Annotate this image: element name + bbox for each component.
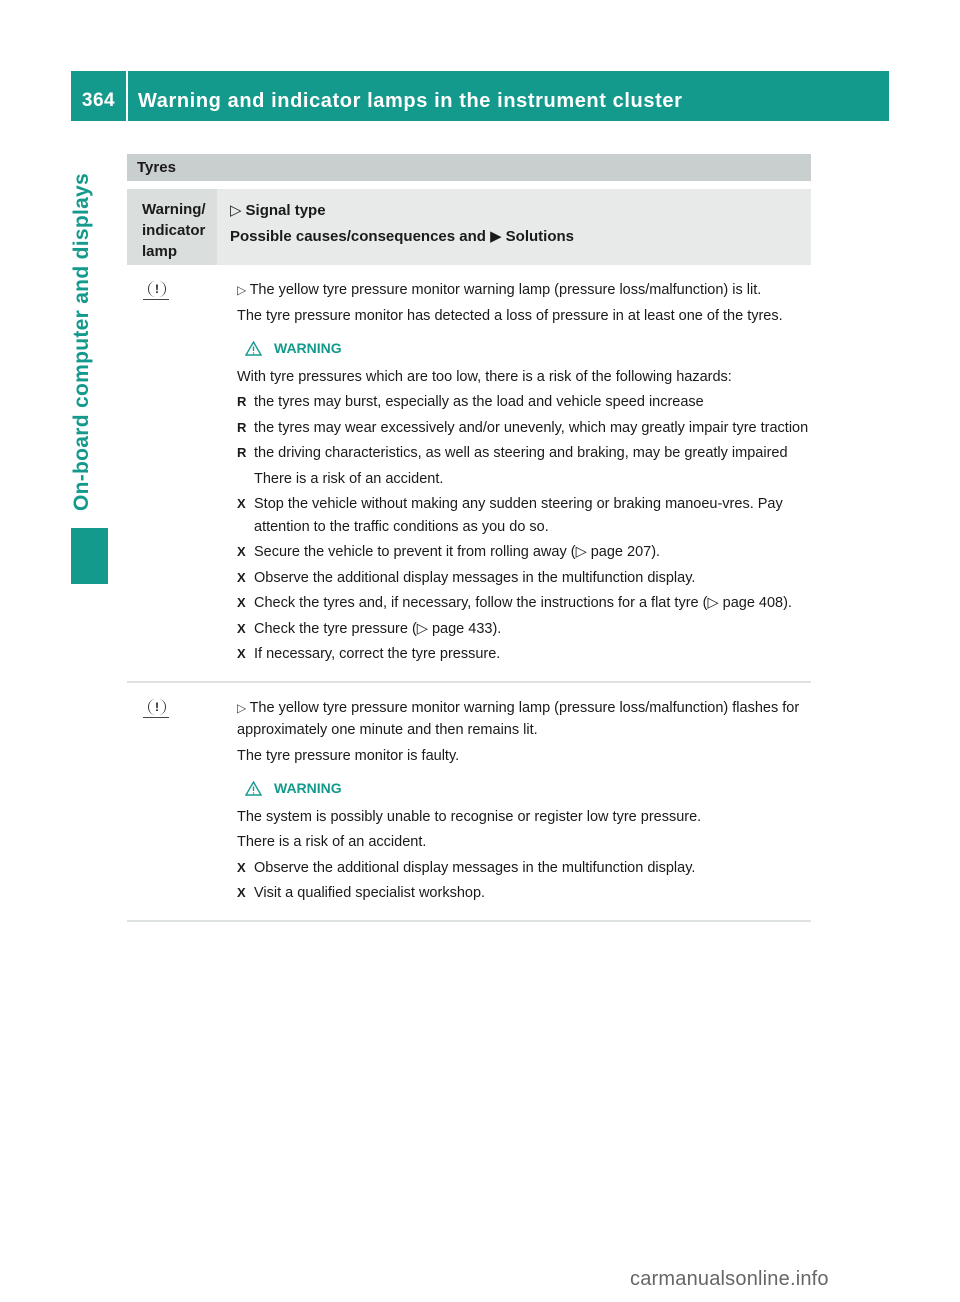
warning-heading: WARNING (237, 337, 811, 360)
bullet-icon: R (237, 419, 247, 435)
action-step: X Secure the vehicle to prevent it from rolling away (▷ page 207). (237, 541, 811, 564)
chapter-marker (71, 528, 108, 584)
page-title: Warning and indicator lamps in the instrument cluster (138, 90, 683, 112)
tyre-pressure-warning-icon: ! (143, 281, 169, 300)
cause-text: The tyre pressure monitor has detected a loss of pressure in at least one of the tyres. (237, 307, 783, 324)
warning-triangle-icon (245, 781, 262, 796)
risk-note: There is a risk of an accident. (254, 470, 444, 487)
warning-triangle-icon (245, 341, 262, 356)
action-arrow-icon: X (237, 646, 246, 661)
action-step: X Visit a qualified specialist workshop. (237, 882, 811, 905)
bullet-icon: R (237, 394, 247, 409)
action-arrow-icon: X (237, 885, 246, 900)
table-row (127, 683, 811, 922)
warning-text: With tyre pressures which are too low, there is a risk of the following hazards: (237, 368, 732, 385)
action-arrow-icon: X (237, 859, 246, 875)
signal-arrow-icon: ▷ (230, 202, 242, 219)
page-number: 364 (81, 90, 116, 111)
action-arrow-icon: ▶ (490, 228, 502, 245)
warning-heading: WARNING (237, 777, 811, 800)
action-arrow-icon: X (237, 544, 246, 559)
action-step: X Observe the additional display messages in the multifunction display. (237, 857, 811, 880)
risk-note: There is a risk of an accident. (237, 834, 427, 850)
cause-text: The tyre pressure monitor is faulty. (237, 747, 460, 764)
action-step: X Stop the vehicle without making any sudden steering or braking manoeu-vres. Pay attention to the traffic conditions as you do so. (237, 493, 811, 538)
list-item: R the tyres may burst, especially as the load and vehicle speed increase (237, 391, 811, 414)
list-item: R the tyres may wear excessively and/or unevenly, which may greatly impair tyre traction (237, 417, 811, 440)
header-divider (126, 71, 128, 121)
action-step: X Check the tyre pressure (▷ page 433). (237, 618, 811, 641)
signal-column-header: ▷ Signal type Possible causes/consequences and ▶ Solutions (217, 189, 811, 265)
section-title: Tyres (127, 154, 811, 181)
warning-text: The system is possibly unable to recognise or register low tyre pressure. (237, 808, 702, 825)
lamp-column-header: Warning/ indicator lamp (127, 189, 217, 265)
signal-text: ▷ The yellow tyre pressure monitor warning lamp (pressure loss/malfunction) flashes for approximately one minute and then remains lit. (237, 699, 800, 738)
table-header (127, 189, 811, 265)
lamp-cell (127, 683, 237, 920)
tyres-table (127, 154, 811, 922)
description-cell (237, 265, 811, 681)
table-row (127, 265, 811, 683)
action-arrow-icon: X (237, 569, 246, 585)
lamp-cell (127, 265, 237, 681)
action-arrow-icon: X (237, 496, 246, 511)
list-item: R the driving characteristics, as well as steering and braking, may be greatly impaired (237, 442, 811, 465)
bullet-icon: R (237, 445, 247, 460)
signal-text: ▷ The yellow tyre pressure monitor warning lamp (pressure loss/malfunction) is lit. (237, 282, 762, 298)
description-cell (237, 683, 811, 920)
signal-arrow-icon: ▷ (237, 283, 250, 297)
watermark: carmanualsonline.info (630, 1268, 829, 1290)
signal-arrow-icon: ▷ (237, 700, 250, 715)
action-arrow-icon: X (237, 620, 246, 636)
tyre-pressure-warning-icon: ! (143, 699, 169, 718)
chapter-side-tab: On-board computer and displays (70, 172, 93, 512)
page-header (71, 71, 889, 121)
action-step: X Check the tyres and, if necessary, follow the instructions for a flat tyre (▷ page 408). (237, 592, 811, 615)
action-step: X Observe the additional display messages in the multifunction display. (237, 567, 811, 590)
action-step: X If necessary, correct the tyre pressure. (237, 643, 811, 666)
action-arrow-icon: X (237, 595, 246, 610)
